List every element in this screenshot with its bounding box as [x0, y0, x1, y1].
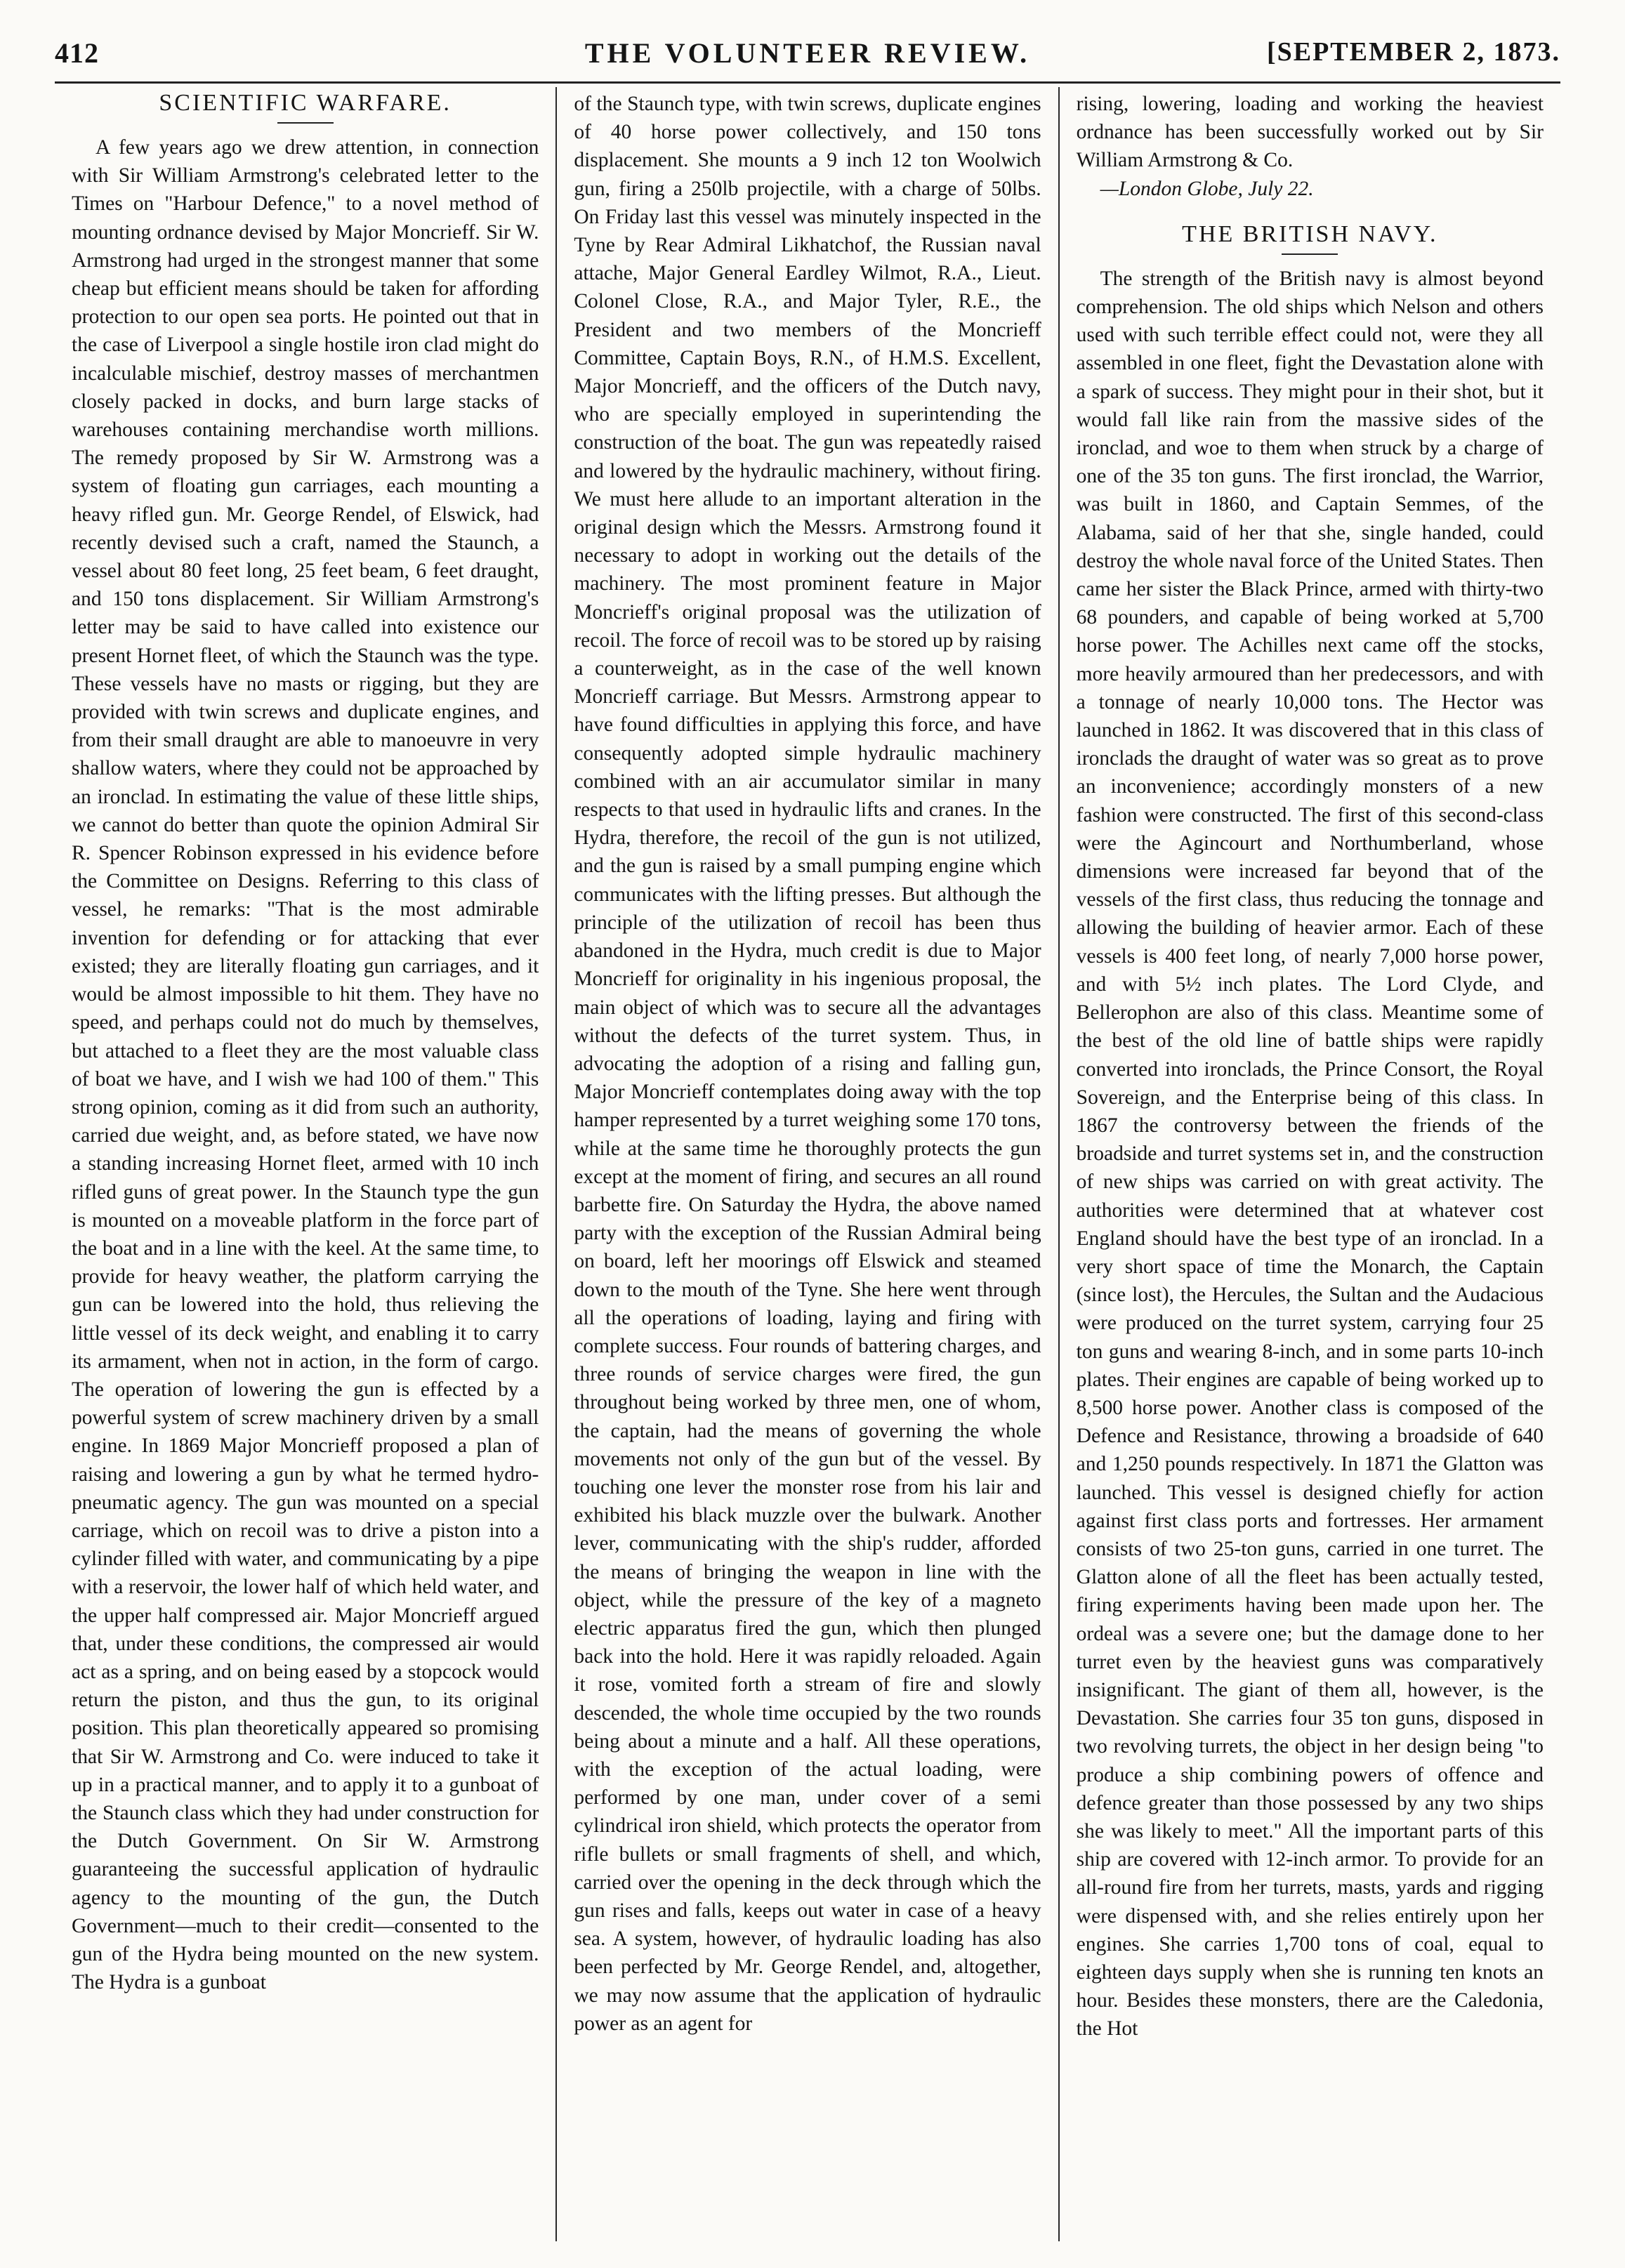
article-body-column-1: A few years ago we drew attention, in connection with Sir William Armstrong's celebrated letter to the Times on "Harbour Defence," to a novel method of mounting ordnance devised by Major Moncrieff. Sir W. Armstrong had urged in the strongest manner that some cheap but efficient means should be taken for affording protection to our open sea ports. He pointed out that in the case of Liverpool a single hostile iron clad might do incalculable mischief, destroy masses of merchantmen closely packed in docks, and burn large stacks of warehouses containing merchandise worth millions. The remedy proposed by Sir W. Armstrong was a system of floating gun carriages, each mounting a heavy rifled gun. Mr. George Rendel, of Elswick, had recently devised such a craft, named the Staunch, a vessel about 80 feet long, 25 feet beam, 6 feet draught, and 150 tons displacement. Sir William Armstrong's letter may be said to have called into existence our present Hornet fleet, of which the Staunch was the type. These vessels have no masts or rigging, but they are provided with twin screws and duplicate engines, and from their small draught are able to manoeuvre in very shallow waters, where they could not be approached by an ironclad. In estimating the value of these little ships, we cannot do better than quote the opinion Admiral Sir R. Spencer Robinson expressed in his evidence before the Committee on Designs. Referring to this class of vessel, he remarks: "That is the most admirable invention for defending or for attacking that ever existed; they are literally floating gun carriages, and it would be almost impossible to hit them. They have no speed, and perhaps could not do much by themselves, but attached to a fleet they are the most valuable class of boat we have, and I wish we had 100 of them." This strong opinion, coming as it did from such an authority, carried due weight, and, as before stated, we have now a standing increasing Hornet fleet, armed with 10 inch rifled guns of great power. In the Staunch type the gun is mounted on a moveable platform in the force part of the boat and in a line with the keel. At the same time, to provide for heavy weather, the platform carrying the gun can be lowered into the hold, thus relieving the little vessel of its deck weight, and enabling it to carry its armament, when not in action, in the form of cargo. The operation of lowering the gun is effected by a powerful system of screw machinery driven by a small engine. In 1869 Major Moncrieff proposed a plan of raising and lowering a gun by what he termed hydro-pneumatic agency. The gun was mounted on a special carriage, which on recoil was to drive a piston into a cylinder filled with water, and communicating by a pipe with a reservoir, the lower half of which held water, and the upper half compressed air. Major Moncrieff argued that, under these conditions, the compressed air would act as a spring, and on being eased by a stopcock would return the piston, and thus the gun, to its original position. This plan theoretically appeared so promising that Sir W. Armstrong and Co. were induced to take it up in a practical manner, and to apply it to a gunboat of the Staunch class which they had under construction for the Dutch Government. On Sir W. Armstrong guaranteeing the successful application of hydraulic agency to the mounting of the gun, the Dutch Government—much to their credit—consented to the gun of the Hydra being mounted on the new system. The Hydra is a gunboat [72, 136, 539, 1994]
journal-title: THE VOLUNTEER REVIEW. [584, 37, 1031, 69]
section-gap [1077, 203, 1544, 221]
article-body-column-2: of the Staunch type, with twin screws, duplicate engines of 40 horse power collectively, and 150 tons displacement. She mounts a 9 inch 12 ton Woolwich gun, firing a 250lb projectile, with a charge of 50lbs. On Friday last this vessel was minutely inspected in the Tyne by Rear Admiral Likhatchof, the Russian naval attache, Major General Eardley Wilmot, R.A., Lieut. Colonel Close, R.A., and Major Tyler, R.E., the President and two members of the Moncrieff Committee, Captain Boys, R.N., of H.M.S. Excellent, Major Moncrieff, and the officers of the Dutch navy, who are specially employed in superintending the construction of the boat. The gun was repeatedly raised and lowered by the hydraulic machinery, without firing. We must here allude to an important alteration in the original design which the Messrs. Armstrong found it necessary to adopt in working out the details of the machinery. The most prominent feature in Major Moncrieff's original proposal was the utilization of recoil. The force of recoil was to be stored up by raising a counterweight, as in the case of the well known Moncrieff carriage. But Messrs. Armstrong appear to have found difficulties in applying this force, and have consequently adopted simple hydraulic machinery combined with an air accumulator similar in many respects to that used in hydraulic lifts and cranes. In the Hydra, therefore, the recoil of the gun is not utilized, and the gun is raised by a small pumping engine which communicates with the lifting presses. But although the principle of the utilization of recoil has been thus abandoned in the Hydra, much credit is due to Major Moncrieff for originality in his ingenious proposal, the main object of which was to secure all the advantages without the defects of the turret system. Thus, in advocating the adoption of a rising and falling gun, Major Moncrieff contemplates doing away with the top hamper represented by a turret weighing some 170 tons, while at the same time he thoroughly protects the gun except at the moment of firing, and secures an all round barbette fire. On Saturday the Hydra, the above named party with the exception of the Russian Admiral being on board, left her moorings off Elswick and steamed down to the mouth of the Tyne. She here went through all the operations of loading, laying and firing with complete success. Four rounds of battering charges, and three rounds of service charges were fired, the gun throughout being worked by three men, one of whom, the captain, had the means of governing the whole movements not only of the gun but of the vessel. By touching one lever the monster rose from his lair and exhibited his black muzzle over the bulwark. Another lever, communicating with the ship's rudder, afforded the means of bringing the weapon in line with the object, while the pressure of the key of a magneto electric apparatus fired the gun, which then plunged back into the hold. Here it was rapidly reloaded. Again it rose, vomited forth a stream of fire and slowly descended, the whole time occupied by the two rounds being about a minute and a half. All these operations, with the exception of the actual loading, were performed by one man, under cover of a semi cylindrical iron shield, which protects the operator from rifle bullets or small fragments of shell, and which, carried over the opening in the deck through which the gun rises and falls, keeps out water in case of a heavy sea. A system, however, of hydraulic loading has also been perfected by Mr. George Rendel, and, altogether, we may now assume that the application of hydraulic power as an agent for [574, 93, 1041, 2035]
article-body-column-3: rising, lowering, loading and working the heaviest ordnance has been successfully worked out by Sir William Armstrong & Co. [1076, 93, 1544, 172]
column-1 [55, 87, 555, 2241]
article-title-british-navy: THE BRITISH NAVY. [1182, 220, 1438, 247]
title-rule [277, 122, 334, 124]
british-navy-body: The strength of the British navy is almost beyond comprehension. The old ships which Nelson and others used with such terrible effect could not, were they all assembled in one fleet, fight the Devastation alone with a spark of success. They might pour in their shot, but it would fall like rain from the massive sides of the ironclad, and woe to them when struck by a charge of one of the 35 ton guns. The first ironclad, the Warrior, was built in 1860, and Captain Semmes, of the Alabama, said of her that she, single handed, could destroy the whole naval force of the United States. Then came her sister the Black Prince, armed with thirty-two 68 pounders, and capable of being worked at 5,700 horse power. The Achilles next came off the stocks, more heavily armoured than her predecessors, and with a tonnage of nearly 10,000 tons. The Hector was launched in 1862. It was discovered that in this class of ironclads the draught of water was so great as to prove an inconvenience; accordingly monsters of a new fashion were constructed. The first of this second-class were the Agincourt and Northumberland, whose dimensions were increased far beyond that of the vessels of the first class, thus reducing the tonnage and allowing the building of heavier armor. Each of these vessels is 400 feet long, of nearly 7,000 horse power, and with 5½ inch plates. The Lord Clyde, and Bellerophon are also of this class. Meantime some of the best of the old line of battle ships were rapidly converted into ironclads, the Prince Consort, the Royal Sovereign, and the Enterprise being of this class. In 1867 the controversy between the friends of the broadside and turret systems set in, and the construction of new ships was carried on with great activity. The authorities were determined that at whatever cost England should have the best type of an ironclad. In a very short space of time the Monarch, the Captain (since lost), the Hercules, the Sultan and the Audacious were produced on the turret system, carrying four 25 ton guns and wearing 8-inch, and in some parts 10-inch plates. Their engines are capable of being worked up to 8,500 horse power. Another class is composed of the Defence and Resistance, throwing a broadside of 640 and 1,250 pounds respectively. In 1871 the Glatton was launched. This vessel is designed chiefly for action against first class ports and fortresses. Her armament consists of two 25-ton guns, carried in one turret. The Glatton alone of all the fleet has been actually tested, firing experiments having been made upon her. The ordeal was a severe one; but the damage done to her turret even by the heaviest guns was comparatively insignificant. The giant of them all, however, is the Devastation. She carries four 35 ton guns, disposed in two revolving turrets, the object in her design being "to produce a ship combining powers of offence and defence greater than those possessed by any two ships she was likely to meet." All the important parts of this ship are covered with 12-inch armor. To provide for an all-round fire from her turrets, masts, yards and rigging were dispensed with, and she relies entirely upon her engines. She carries 1,700 tons of coal, equal to eighteen days supply when she is running ten knots an hour. Besides these monsters, there are the Caledonia, the Hot [1076, 267, 1544, 2040]
column-3 [1058, 87, 1560, 2241]
column-2 [555, 87, 1058, 2241]
issue-date: [SEPTEMBER 2, 1873. [1266, 37, 1560, 67]
page-number: 412 [55, 37, 99, 69]
masthead [55, 37, 1560, 84]
title-rule [1282, 253, 1338, 255]
article-title-scientific-warfare: SCIENTIFIC WARFARE. [159, 90, 452, 116]
article-columns [55, 87, 1560, 2241]
article-source: —London Globe, July 22. [1100, 177, 1314, 200]
